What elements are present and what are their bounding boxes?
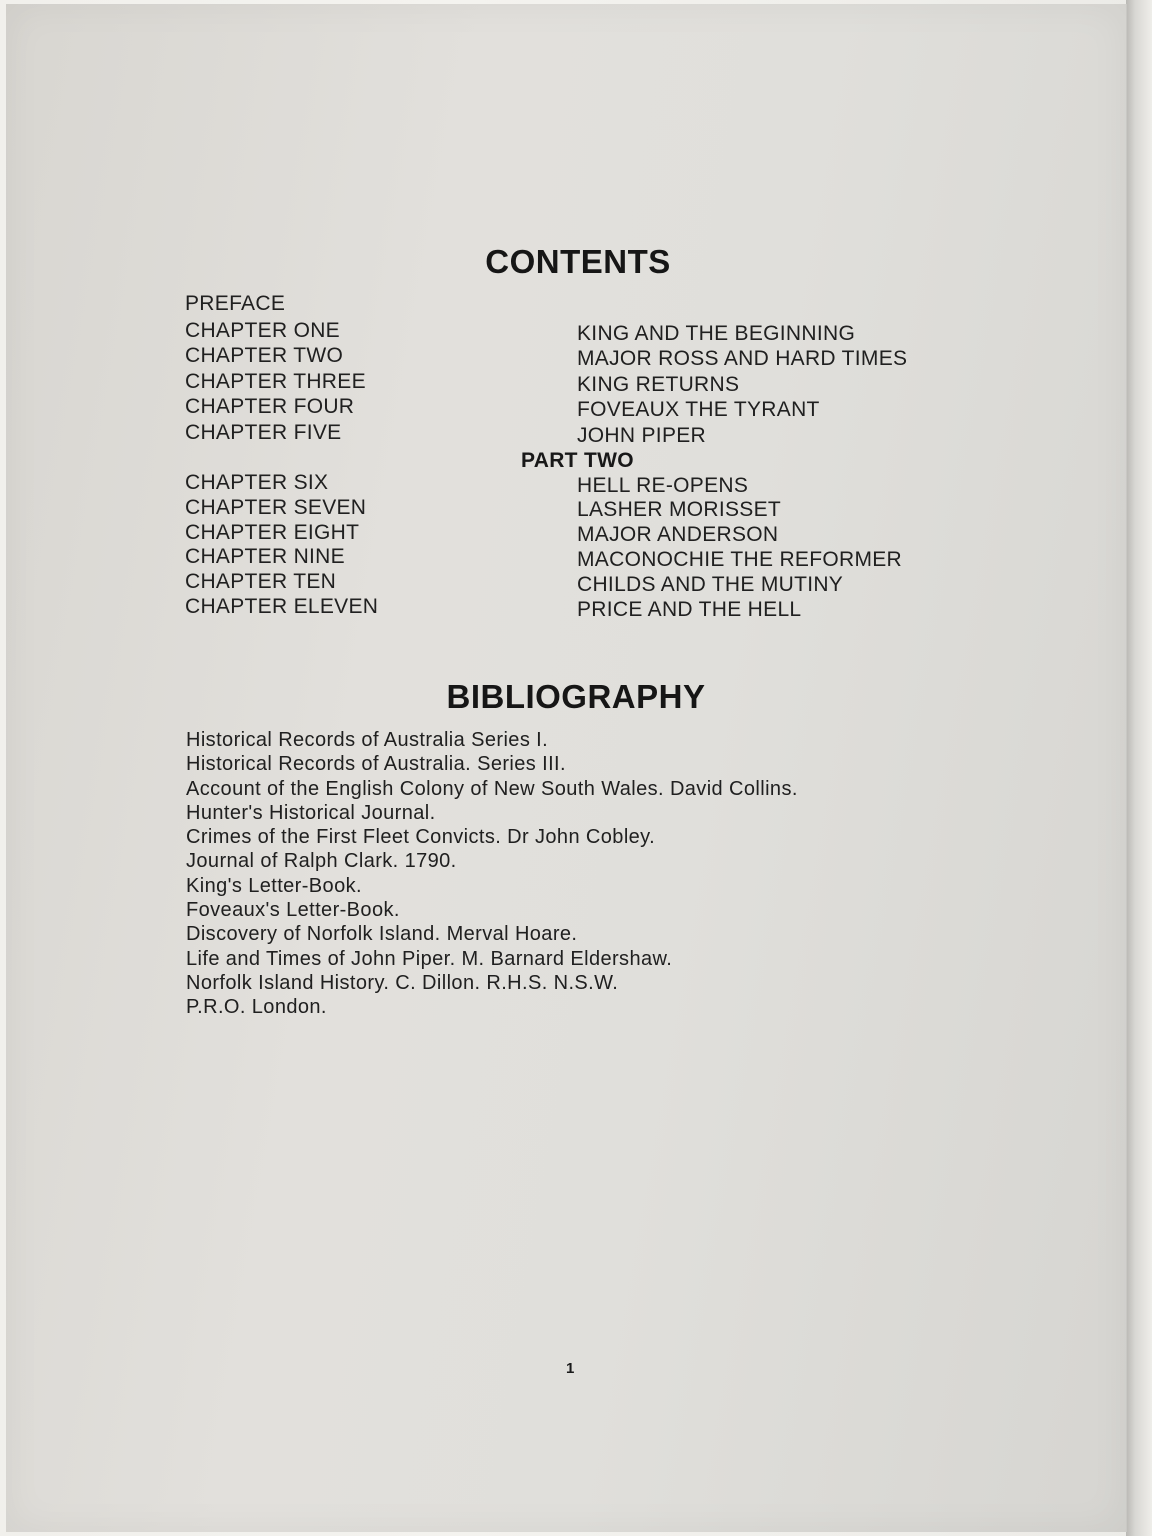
toc-chapter-5: CHAPTER FIVE [185,421,342,444]
book-binding-edge [1126,0,1152,1536]
bibliography-item: Norfolk Island History. C. Dillon. R.H.S. N.S.W. [186,971,619,994]
toc-chapter-11: CHAPTER ELEVEN [185,595,379,618]
toc-chapter-6: CHAPTER SIX [185,471,329,494]
toc-title-11: PRICE AND THE HELL [577,598,802,621]
toc-chapter-1: CHAPTER ONE [185,319,340,342]
bibliography-heading: BIBLIOGRAPHY [446,678,706,715]
toc-chapter-10: CHAPTER TEN [185,570,337,593]
bibliography-item: Account of the English Colony of New South Wales. David Collins. [186,777,798,800]
toc-title-10: CHILDS AND THE MUTINY [577,573,844,596]
bibliography-item: P.R.O. London. [186,996,327,1019]
bibliography-item: Discovery of Norfolk Island. Merval Hoare. [186,923,578,946]
bibliography-item: Life and Times of John Piper. M. Barnard Eldershaw. [186,947,673,970]
toc-title-7: LASHER MORISSET [577,498,782,521]
toc-title-2: MAJOR ROSS AND HARD TIMES [577,347,908,370]
toc-chapter-8: CHAPTER EIGHT [185,521,360,544]
toc-title-5: JOHN PIPER [577,424,707,447]
toc-title-4: FOVEAUX THE TYRANT [577,398,820,421]
bibliography-item: Historical Records of Australia Series I. [186,729,549,751]
toc-chapter-7: CHAPTER SEVEN [185,496,367,519]
page-number: 1 [566,1360,575,1377]
toc-chapter-3: CHAPTER THREE [185,370,366,393]
toc-title-6: HELL RE-OPENS [577,474,749,497]
toc-title-3: KING RETURNS [577,373,740,396]
bibliography-item: Crimes of the First Fleet Convicts. Dr John Cobley. [186,826,656,849]
bibliography-item: King's Letter-Book. [186,874,362,897]
toc-chapter-9: CHAPTER NINE [185,545,345,568]
contents-heading: CONTENTS [485,243,671,280]
preface-entry: PREFACE [185,292,286,315]
bibliography-item: Journal of Ralph Clark. 1790. [186,850,457,873]
toc-chapter-2: CHAPTER TWO [185,344,344,367]
toc-chapter-4: CHAPTER FOUR [185,395,355,418]
part-two-label: PART TWO [521,449,634,472]
bibliography-item: Historical Records of Australia. Series III. [186,753,566,776]
bibliography-item: Foveaux's Letter-Book. [186,899,400,922]
bibliography-list [186,728,798,1020]
toc-title-1: KING AND THE BEGINNING [577,322,856,345]
toc-title-8: MAJOR ANDERSON [577,523,779,546]
toc-title-9: MACONOCHIE THE REFORMER [577,548,903,571]
bibliography-item: Hunter's Historical Journal. [186,801,436,824]
